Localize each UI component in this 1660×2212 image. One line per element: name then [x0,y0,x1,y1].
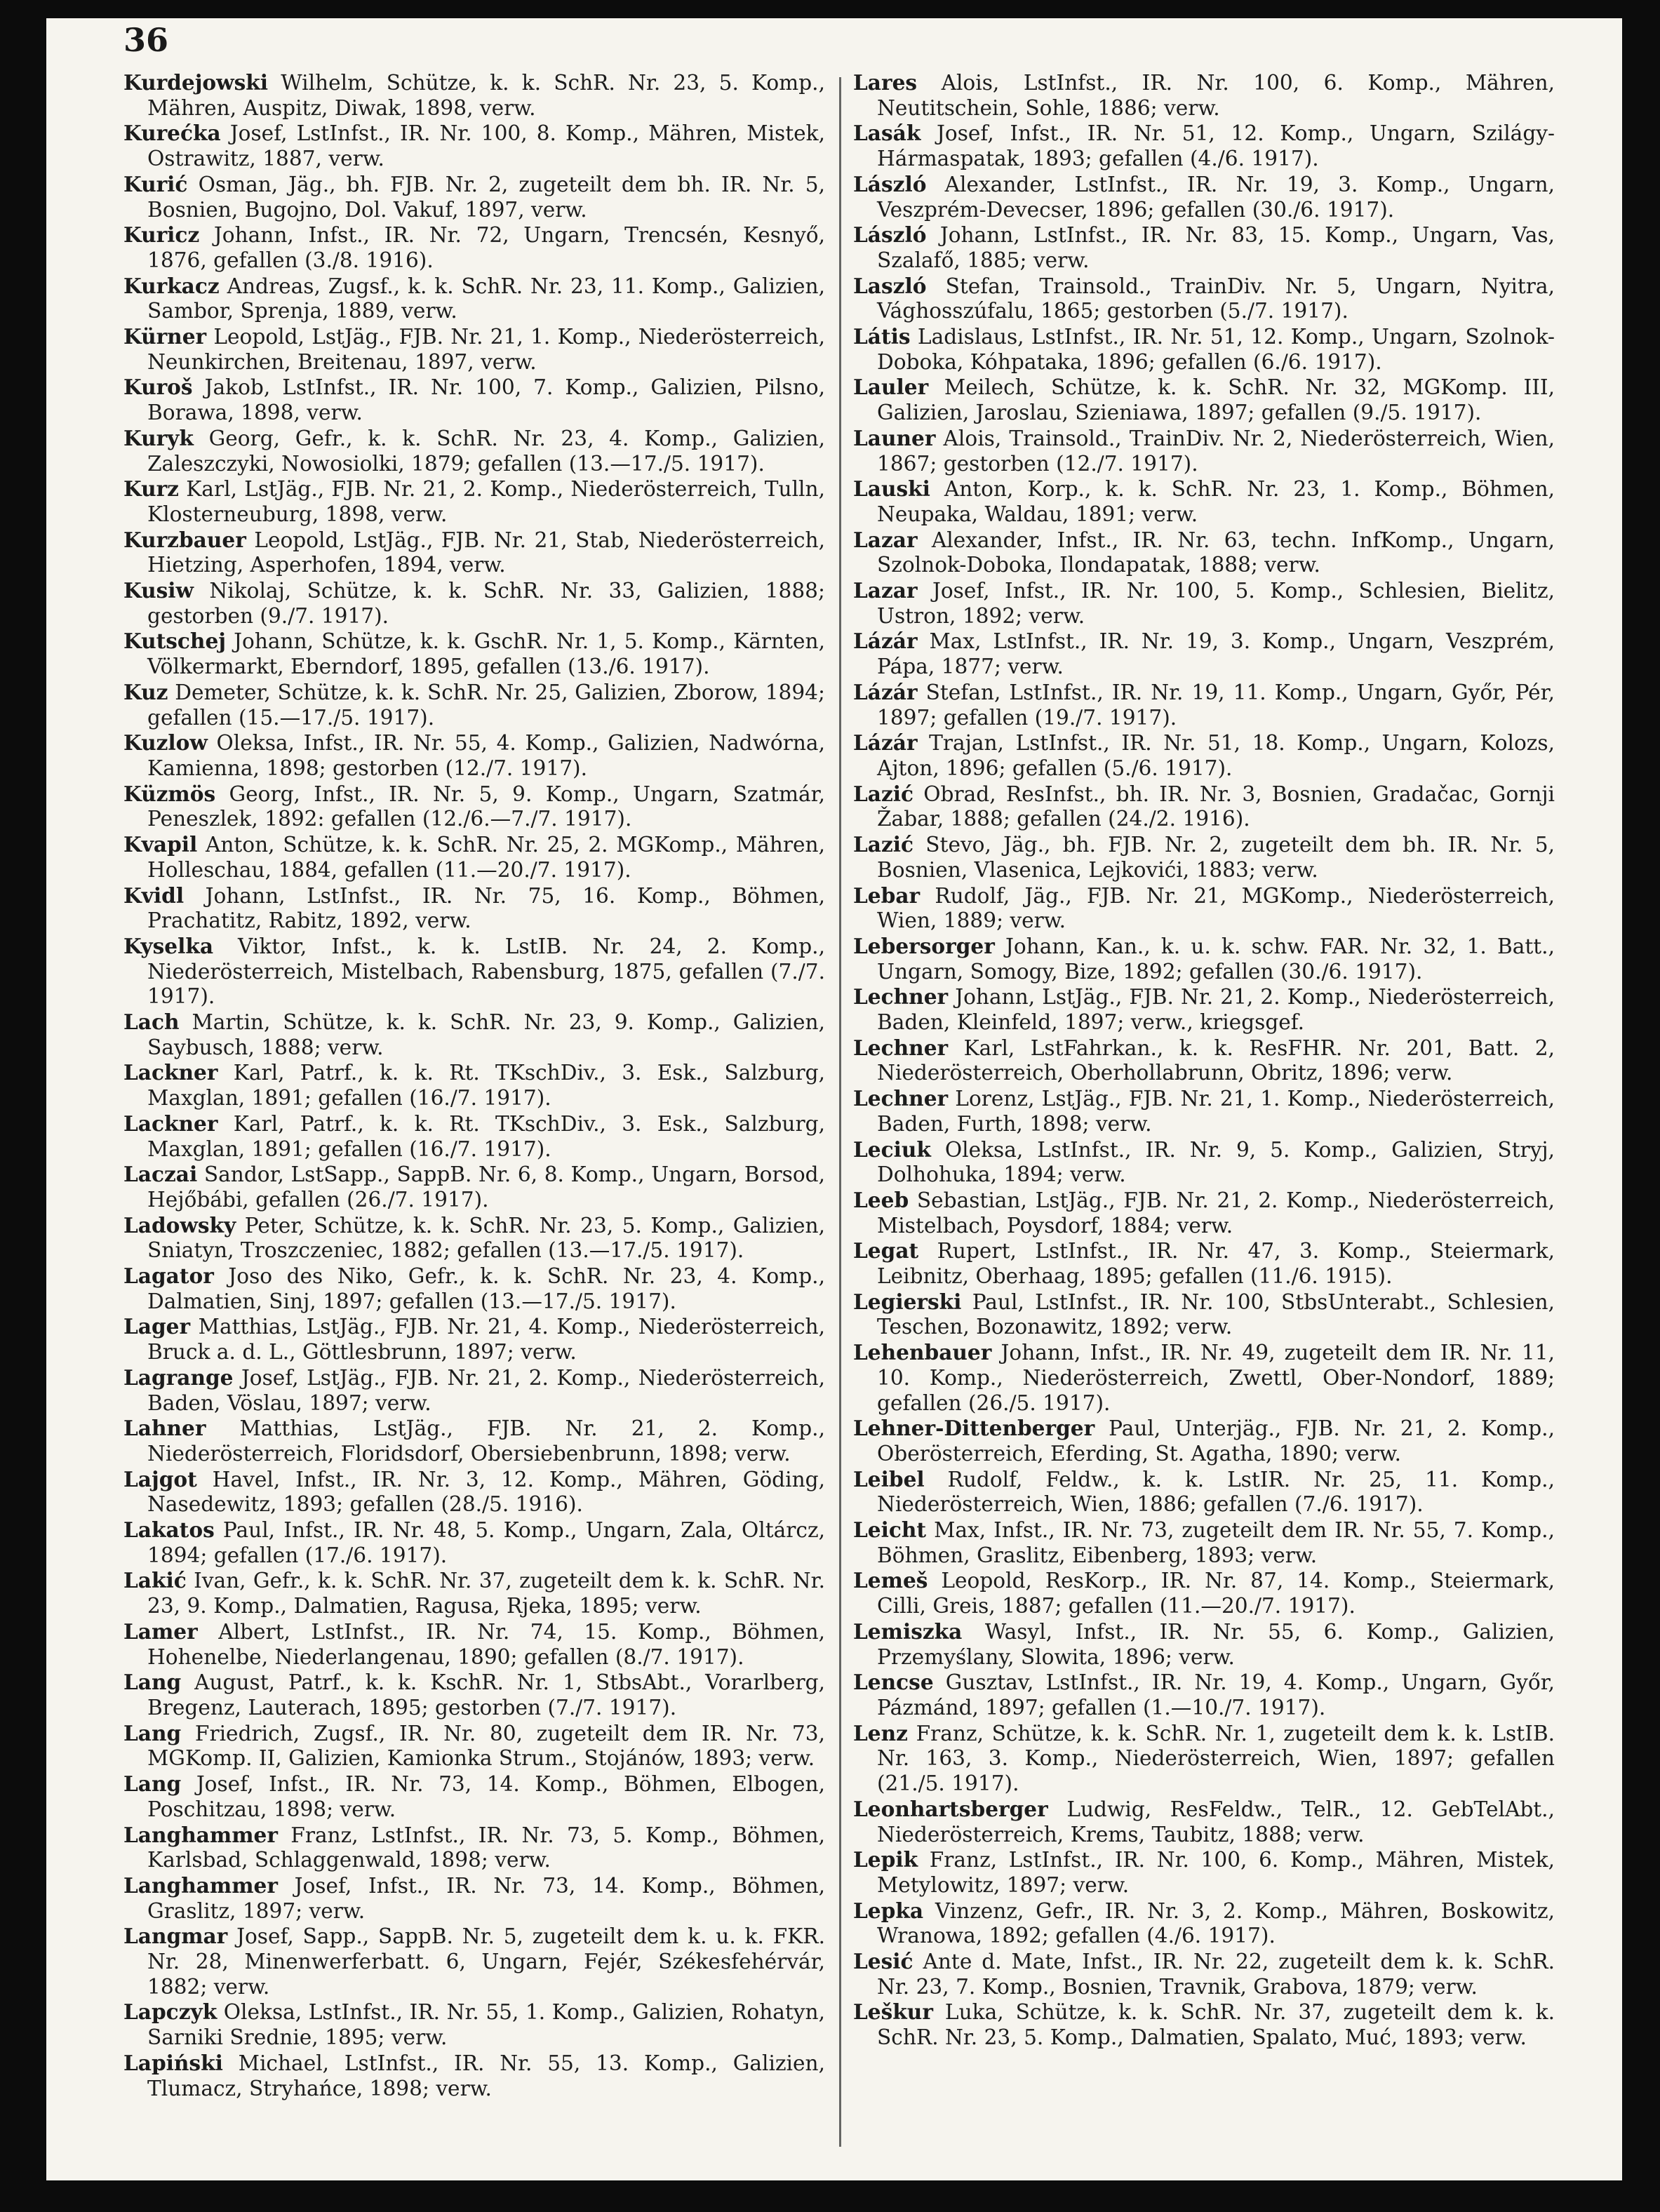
entry-details: Josef, Infst., IR. Nr. 73, 14. Komp., Böhmen, Graslitz, 1897; verw. [147,1873,825,1923]
entry-surname: Kurz [123,476,179,502]
entry-details: Johann, LstInfst., IR. Nr. 75, 16. Komp., Böhmen, Prachatitz, Rabitz, 1892, verw. [147,883,825,933]
entry-surname: Lajgot [123,1466,197,1492]
casualty-entry [123,1467,825,1517]
entry-details: Matthias, LstJäg., FJB. Nr. 21, 4. Komp., Niederösterreich, Bruck a. d. L., Göttlesbrunn, 1897; verw. [147,1315,825,1365]
casualty-entry [123,680,825,730]
entry-surname: Kusiw [123,578,194,603]
casualty-entry [123,832,825,883]
entry-details: Johann, Kan., k. u. k. schw. FAR. Nr. 32, 1. Batt., Ungarn, Somogy, Bize, 1892; gefallen (30./6. 1917). [877,934,1555,984]
entry-details: Josef, LstInfst., IR. Nr. 100, 8. Komp., Mähren, Mistek, Ostrawitz, 1887, verw. [147,121,825,171]
casualty-entry [853,883,1555,934]
entry-details: Viktor, Infst., k. k. LstIB. Nr. 24, 2. Komp., Niederösterreich, Mistelbach, Rabensburg, 1875, gefallen (7./7. 1917). [147,934,825,1009]
entry-surname: Kutschej [123,629,226,654]
casualty-entry [853,1188,1555,1238]
page-number: 36 [123,21,169,59]
entry-details: Nikolaj, Schütze, k. k. SchR. Nr. 33, Galizien, 1888; gestorben (9./7. 1917). [147,579,825,628]
entry-details: Friedrich, Zugsf., IR. Nr. 80, zugeteilt dem IR. Nr. 73, MGKomp. II, Galizien, Kamionka Strum., Stojánów, 1893; verw. [147,1721,825,1771]
entry-details: Leopold, ResKorp., IR. Nr. 87, 14. Komp., Steiermark, Cilli, Greis, 1887; gefallen (11.—20./7. 1917). [877,1569,1555,1618]
entry-surname: Lázár [853,730,918,756]
entry-details: Anton, Schütze, k. k. SchR. Nr. 25, 2. MGKomp., Mähren, Holleschau, 1884, gefallen (11.—20./7. 1917). [147,833,825,882]
entry-surname: Kurkacz [123,273,220,298]
entry-surname: Kuzlow [123,730,208,756]
entry-surname: László [853,171,927,196]
entry-surname: Leonhartsberger [853,1796,1048,1821]
entry-surname: Lechner [853,984,949,1010]
casualty-entry [853,1847,1555,1898]
entry-details: Ludwig, ResFeldw., TelR., 12. GebTelAbt., Niederösterreich, Krems, Taubitz, 1888; verw. [877,1797,1555,1846]
right-column [853,70,1555,2051]
entry-details: Andreas, Zugsf., k. k. SchR. Nr. 23, 11. Komp., Galizien, Sambor, Sprenja, 1889, verw. [147,274,825,323]
casualty-entry [853,1898,1555,1949]
entry-surname: Lazić [853,832,914,857]
entry-details: Max, Infst., IR. Nr. 73, zugeteilt dem IR. Nr. 55, 7. Komp., Böhmen, Graslitz, Eibenberg, 1893; verw. [877,1518,1555,1567]
casualty-entry [853,1949,1555,1999]
casualty-entry [123,1314,825,1365]
entry-details: Obrad, ResInfst., bh. IR. Nr. 3, Bosnien, Gradačac, Gornji Žabar, 1888; gefallen (24./2. 1916). [877,782,1555,831]
casualty-entry [853,324,1555,375]
casualty-entry [853,1086,1555,1137]
entry-surname: Legat [853,1238,919,1263]
entry-details: Franz, Schütze, k. k. SchR. Nr. 1, zugeteilt dem k. k. LstIB. Nr. 163, 3. Komp., Niederösterreich, Wien, 1897; gefallen (21./5. 1917). [877,1721,1555,1796]
entry-surname: Lepik [853,1847,918,1872]
entry-surname: Lakatos [123,1517,215,1543]
casualty-entry [853,222,1555,273]
entry-surname: Leciuk [853,1137,931,1162]
casualty-entry [853,1619,1555,1670]
entry-surname: Lang [123,1771,182,1797]
entry-details: Oleksa, LstInfst., IR. Nr. 9, 5. Komp., Galizien, Stryj, Dolhohuka, 1894; verw. [877,1137,1555,1187]
casualty-entry [853,476,1555,527]
entry-details: Alois, Trainsold., TrainDiv. Nr. 2, Niederösterreich, Wien, 1867; gestorben (12./7. 1917). [877,426,1555,476]
casualty-entry [123,730,825,781]
casualty-entry [123,1162,825,1212]
entry-surname: Kuroš [123,375,193,400]
entry-details: Albert, LstInfst., IR. Nr. 74, 15. Komp., Böhmen, Hohenelbe, Niederlangenau, 1890; gefallen (8./7. 1917). [147,1619,825,1669]
casualty-entry [123,375,825,425]
entry-details: Vinzenz, Gefr., IR. Nr. 3, 2. Komp., Mähren, Boskowitz, Wranowa, 1892; gefallen (4./6. 1917). [877,1898,1555,1948]
casualty-entry [123,426,825,476]
casualty-entry [123,1999,825,2050]
entry-details: Sandor, LstSapp., SappB. Nr. 6, 8. Komp., Ungarn, Borsod, Hejőbábi, gefallen (26./7. 1917). [147,1162,825,1212]
entry-surname: Lang [123,1720,182,1745]
entry-details: Rudolf, Feldw., k. k. LstIR. Nr. 25, 11. Komp., Niederösterreich, Wien, 1886; gefallen (7./6. 1917). [877,1467,1555,1517]
entry-surname: László [853,222,927,248]
entry-surname: Lechner [853,1086,949,1111]
entry-surname: Lauler [853,375,929,400]
entry-surname: Legierski [853,1289,962,1314]
entry-surname: Lehner-Dittenberger [853,1416,1095,1441]
entry-details: Demeter, Schütze, k. k. SchR. Nr. 25, Galizien, Zborow, 1894; gefallen (15.—17./5. 1917). [147,680,825,730]
casualty-entry [853,528,1555,578]
left-column [123,70,825,2101]
entry-surname: Lakić [123,1568,187,1593]
casualty-entry [123,1060,825,1111]
casualty-entry [123,1568,825,1618]
casualty-entry [123,1771,825,1822]
casualty-entry [853,578,1555,629]
casualty-entry [853,1670,1555,1720]
entry-details: Georg, Gefr., k. k. SchR. Nr. 23, 4. Komp., Galizien, Zaleszczyki, Nowosiolki, 1879; gefallen (13.—17./5. 1917). [147,426,825,476]
entry-details: Franz, LstInfst., IR. Nr. 73, 5. Komp., Böhmen, Karlsbad, Schlaggenwald, 1898; verw. [147,1823,825,1872]
casualty-entry [853,680,1555,730]
entry-surname: Launer [853,425,936,450]
entry-details: Luka, Schütze, k. k. SchR. Nr. 37, zugeteilt dem k. k. SchR. Nr. 23, 5. Komp., Dalmatien, Spalato, Muć, 1893; verw. [877,2000,1555,2050]
entry-details: Paul, Unterjäg., FJB. Nr. 21, 2. Komp., Oberösterreich, Eferding, St. Agatha, 1890; verw. [877,1416,1555,1466]
entry-surname: Langhammer [123,1872,278,1898]
entry-surname: Ladowsky [123,1212,236,1238]
casualty-entry [123,1517,825,1568]
entry-details: Josef, Infst., IR. Nr. 51, 12. Komp., Ungarn, Szilágy-Hármaspatak, 1893; gefallen (4./6. 1917). [877,121,1555,171]
entry-surname: Leškur [853,1999,933,2025]
casualty-entry [123,222,825,273]
entry-details: Stefan, Trainsold., TrainDiv. Nr. 5, Ungarn, Nyitra, Vághosszúfalu, 1865; gestorben (5./7. 1917). [877,274,1555,323]
casualty-entry [853,1416,1555,1466]
entry-details: Karl, Patrf., k. k. Rt. TKschDiv., 3. Esk., Salzburg, Maxglan, 1891; gefallen (16./7. 1917). [147,1061,825,1111]
entry-details: Rudolf, Jäg., FJB. Nr. 21, MGKomp., Niederösterreich, Wien, 1889; verw. [877,883,1555,933]
casualty-entry [853,274,1555,324]
entry-details: Michael, LstInfst., IR. Nr. 55, 13. Komp., Galizien, Tlumacz, Stryhańce, 1898; verw. [147,2051,825,2100]
entry-surname: Lebar [853,883,921,908]
entry-surname: Lares [853,70,918,95]
entry-surname: Kurzbauer [123,527,246,552]
entry-surname: Lazar [853,578,918,603]
casualty-entry [123,1365,825,1416]
entry-details: Ivan, Gefr., k. k. SchR. Nr. 37, zugeteilt dem k. k. SchR. Nr. 23, 9. Komp., Dalmatien, Ragusa, Rjeka, 1895; verw. [147,1569,825,1618]
entry-surname: Kvidl [123,883,185,908]
entry-details: Meilech, Schütze, k. k. SchR. Nr. 32, MGKomp. III, Galizien, Jaroslau, Szieniawa, 1897; gefallen (9./5. 1917). [877,375,1555,425]
casualty-entry [123,883,825,934]
entry-details: Ante d. Mate, Infst., IR. Nr. 22, zugeteilt dem k. k. SchR. Nr. 23, 7. Komp., Bosnien, Travnik, Grabova, 1879; verw. [877,1950,1555,1999]
entry-details: Johann, Schütze, k. k. GschR. Nr. 1, 5. Komp., Kärnten, Völkermarkt, Eberndorf, 1895, gefallen (13./6. 1917). [147,629,825,679]
casualty-entry [123,274,825,324]
entry-surname: Kuricz [123,222,200,248]
entry-details: Johann, LstInfst., IR. Nr. 83, 15. Komp., Ungarn, Vas, Szalafő, 1885; verw. [877,223,1555,272]
casualty-entry [853,1797,1555,1847]
casualty-entry [853,1467,1555,1517]
entry-details: Georg, Infst., IR. Nr. 5, 9. Komp., Ungarn, Szatmár, Peneszlek, 1892: gefallen (12./6.—7./7. 1917). [147,782,825,831]
entry-surname: Kurećka [123,121,221,146]
entry-details: Martin, Schütze, k. k. SchR. Nr. 23, 9. Komp., Galizien, Saybusch, 1888; verw. [147,1010,825,1059]
casualty-entry [123,1823,825,1873]
entry-details: Sebastian, LstJäg., FJB. Nr. 21, 2. Komp., Niederösterreich, Mistelbach, Poysdorf, 1884; verw. [877,1188,1555,1238]
entry-details: Osman, Jäg., bh. FJB. Nr. 2, zugeteilt dem bh. IR. Nr. 5, Bosnien, Bugojno, Dol. Vakuf, 1897, verw. [147,172,825,222]
casualty-entry [853,70,1555,121]
entry-details: Havel, Infst., IR. Nr. 3, 12. Komp., Mähren, Göding, Nasedewitz, 1893; gefallen (28./5. 1916). [147,1467,825,1517]
entry-surname: Lauski [853,476,930,502]
entry-details: Anton, Korp., k. k. SchR. Nr. 23, 1. Komp., Böhmen, Neupaka, Waldau, 1891; verw. [877,477,1555,526]
casualty-entry [853,172,1555,222]
entry-details: Gusztav, LstInfst., IR. Nr. 19, 4. Komp., Ungarn, Győr, Pázmánd, 1897; gefallen (1.—10./7. 1917). [877,1670,1555,1720]
entry-surname: Laczai [123,1162,198,1187]
entry-surname: Lázár [853,679,918,704]
entry-details: Leopold, LstJäg., FJB. Nr. 21, Stab, Niederösterreich, Hietzing, Asperhofen, 1894, verw. [147,528,825,577]
entry-surname: Langmar [123,1924,228,1949]
entry-surname: Lackner [123,1060,218,1085]
entry-surname: Lepka [853,1898,924,1923]
entry-surname: Lencse [853,1670,934,1695]
casualty-entry [853,1035,1555,1086]
casualty-entry [123,121,825,171]
entry-surname: Lehenbauer [853,1340,992,1365]
entry-surname: Lagrange [123,1365,234,1390]
entry-details: Alois, LstInfst., IR. Nr. 100, 6. Komp., Mähren, Neutitschein, Sohle, 1886; verw. [877,71,1555,120]
entry-surname: Lapiński [123,2050,223,2075]
entry-surname: Lager [123,1314,191,1339]
entry-details: Alexander, LstInfst., IR. Nr. 19, 3. Komp., Ungarn, Veszprém-Devecser, 1896; gefallen (30./6. 1917). [877,172,1555,222]
casualty-entry [123,1873,825,1924]
casualty-entry [123,782,825,832]
entry-details: Karl, LstJäg., FJB. Nr. 21, 2. Komp., Niederösterreich, Tulln, Klosterneuburg, 1898, verw. [147,477,825,526]
entry-surname: Kuz [123,679,168,704]
casualty-entry [123,528,825,578]
entry-surname: Kyselka [123,933,213,958]
entry-details: Stefan, LstInfst., IR. Nr. 19, 11. Komp., Ungarn, Győr, Pér, 1897; gefallen (19./7. 1917). [877,680,1555,730]
casualty-entry [853,1340,1555,1416]
entry-details: Jakob, LstInfst., IR. Nr. 100, 7. Komp., Galizien, Pilsno, Borawa, 1898, verw. [147,375,825,425]
column-divider [839,77,841,2147]
entry-details: Paul, LstInfst., IR. Nr. 100, StbsUnterabt., Schlesien, Teschen, Bozonawitz, 1892; verw. [877,1289,1555,1339]
entry-details: Josef, Infst., IR. Nr. 73, 14. Komp., Böhmen, Elbogen, Poschitzau, 1898; verw. [147,1772,825,1821]
entry-surname: Lazić [853,781,914,806]
entry-details: Johann, Infst., IR. Nr. 72, Ungarn, Trencsén, Kesnyő, 1876, gefallen (3./8. 1916). [147,223,825,272]
entry-details: Matthias, LstJäg., FJB. Nr. 21, 2. Komp., Niederösterreich, Floridsdorf, Obersiebenbrunn, 1898; verw. [147,1416,825,1466]
entry-surname: Lechner [853,1035,949,1060]
entry-surname: Kvapil [123,832,198,857]
entry-details: Wasyl, Infst., IR. Nr. 55, 6. Komp., Galizien, Przemyślany, Slowita, 1896; verw. [877,1619,1555,1669]
casualty-entry [853,984,1555,1035]
entry-details: Karl, Patrf., k. k. Rt. TKschDiv., 3. Esk., Salzburg, Maxglan, 1891; gefallen (16./7. 1917). [147,1111,825,1161]
casualty-entry [123,1924,825,1999]
entry-details: Stevo, Jäg., bh. FJB. Nr. 2, zugeteilt dem bh. IR. Nr. 5, Bosnien, Vlasenica, Lejkovići, 1883; verw. [877,833,1555,882]
casualty-entry [853,375,1555,425]
entry-details: Leopold, LstJäg., FJB. Nr. 21, 1. Komp., Niederösterreich, Neunkirchen, Breitenau, 1897, verw. [147,325,825,374]
entry-surname: Kurdejowski [123,70,269,95]
casualty-entry [853,629,1555,679]
entry-surname: Küzmös [123,781,216,806]
casualty-entry [853,730,1555,781]
entry-surname: Lenz [853,1720,908,1745]
casualty-entry [123,1619,825,1670]
entry-surname: Kurić [123,171,188,196]
entry-surname: Lemiszka [853,1618,963,1644]
casualty-entry [123,1721,825,1771]
casualty-entry [123,172,825,222]
casualty-entry [123,1010,825,1060]
entry-surname: Laszló [853,273,927,298]
entry-surname: Lazar [853,527,918,552]
casualty-entry [853,1137,1555,1188]
entry-surname: Lesić [853,1949,913,1974]
entry-surname: Lamer [123,1618,198,1644]
entry-details: Josef, Sapp., SappB. Nr. 5, zugeteilt dem k. u. k. FKR. Nr. 28, Minenwerferbatt. 6, Ungarn, Fejér, Székesfehérvár, 1882; verw. [147,1924,825,1999]
casualty-entry [853,1721,1555,1797]
entry-surname: Lahner [123,1416,206,1441]
entry-surname: Lackner [123,1111,218,1136]
entry-surname: Leibel [853,1466,925,1492]
entry-details: Franz, LstInfst., IR. Nr. 100, 6. Komp., Mähren, Mistek, Metylowitz, 1897; verw. [877,1848,1555,1897]
entry-details: Trajan, LstInfst., IR. Nr. 51, 18. Komp., Ungarn, Kolozs, Ajton, 1896; gefallen (5./6. 1917). [877,731,1555,780]
casualty-entry [853,1517,1555,1568]
entry-surname: Lázár [853,629,918,654]
casualty-entry [853,832,1555,883]
entry-surname: Kuryk [123,425,194,450]
casualty-entry [853,1999,1555,2050]
entry-details: Peter, Schütze, k. k. SchR. Nr. 23, 5. Komp., Galizien, Sniatyn, Troszczeniec, 1882; gefallen (13.—17./5. 1917). [147,1213,825,1263]
entry-details: Oleksa, LstInfst., IR. Nr. 55, 1. Komp., Galizien, Rohatyn, Sarniki Srednie, 1895; verw. [147,2000,825,2050]
entry-surname: Látis [853,324,911,349]
entry-details: Ladislaus, LstInfst., IR. Nr. 51, 12. Komp., Ungarn, Szolnok-Doboka, Kóhpataka, 1896; gefallen (6./6. 1917). [877,325,1555,374]
entry-details: Josef, LstJäg., FJB. Nr. 21, 2. Komp., Niederösterreich, Baden, Vöslau, 1897; verw. [147,1365,825,1415]
entry-details: Wilhelm, Schütze, k. k. SchR. Nr. 23, 5. Komp., Mähren, Auspitz, Diwak, 1898, verw. [147,71,825,120]
casualty-entry [123,324,825,375]
entry-details: Johann, LstJäg., FJB. Nr. 21, 2. Komp., Niederösterreich, Baden, Kleinfeld, 1897; verw., kriegsgef. [877,985,1555,1035]
casualty-entry [123,1263,825,1314]
casualty-entry [853,1238,1555,1289]
casualty-entry [123,934,825,1010]
casualty-entry [123,1416,825,1466]
casualty-entry [123,1670,825,1720]
casualty-entry [853,121,1555,171]
entry-surname: Lach [123,1010,180,1035]
casualty-entry [123,476,825,527]
entry-details: August, Patrf., k. k. KschR. Nr. 1, StbsAbt., Vorarlberg, Bregenz, Lauterach, 1895; gestorben (7./7. 1917). [147,1670,825,1720]
entry-surname: Lang [123,1670,182,1695]
entry-details: Rupert, LstInfst., IR. Nr. 47, 3. Komp., Steiermark, Leibnitz, Oberhaag, 1895; gefallen (11./6. 1915). [877,1239,1555,1289]
entry-surname: Kürner [123,324,207,349]
entry-surname: Lapczyk [123,1999,217,2025]
entry-surname: Langhammer [123,1822,278,1847]
casualty-entry [123,70,825,121]
casualty-entry [853,934,1555,984]
entry-surname: Lebersorger [853,933,995,958]
casualty-entry [123,629,825,679]
casualty-entry [853,1289,1555,1340]
entry-details: Johann, Infst., IR. Nr. 49, zugeteilt dem IR. Nr. 11, 10. Komp., Niederösterreich, Zwettl, Ober-Nondorf, 1889; gefallen (26./5. 1917). [877,1341,1555,1415]
entry-surname: Leeb [853,1187,909,1212]
entry-surname: Lemeš [853,1568,928,1593]
casualty-entry [853,1568,1555,1618]
entry-details: Lorenz, LstJäg., FJB. Nr. 21, 1. Komp., Niederösterreich, Baden, Furth, 1898; verw. [877,1087,1555,1136]
casualty-entry [123,2051,825,2101]
casualty-entry [123,1213,825,1263]
casualty-entry [853,426,1555,476]
entry-details: Paul, Infst., IR. Nr. 48, 5. Komp., Ungarn, Zala, Oltárcz, 1894; gefallen (17./6. 1917). [147,1518,825,1567]
entry-details: Joso des Niko, Gefr., k. k. SchR. Nr. 23, 4. Komp., Dalmatien, Sinj, 1897; gefallen (13.—17./5. 1917). [147,1264,825,1313]
entry-details: Oleksa, Infst., IR. Nr. 55, 4. Komp., Galizien, Nadwórna, Kamienna, 1898; gestorben (12./7. 1917). [147,731,825,780]
entry-details: Max, LstInfst., IR. Nr. 19, 3. Komp., Ungarn, Veszprém, Pápa, 1877; verw. [877,629,1555,679]
entry-surname: Leicht [853,1517,927,1543]
entry-details: Josef, Infst., IR. Nr. 100, 5. Komp., Schlesien, Bielitz, Ustron, 1892; verw. [877,579,1555,628]
entry-surname: Lagator [123,1263,214,1289]
casualty-entry [123,578,825,629]
casualty-entry [123,1111,825,1162]
entry-surname: Lasák [853,121,921,146]
casualty-entry [853,782,1555,832]
entry-details: Alexander, Infst., IR. Nr. 63, techn. InfKomp., Ungarn, Szolnok-Doboka, Ilondapatak, 1888; verw. [877,528,1555,577]
entry-details: Karl, LstFahrkan., k. k. ResFHR. Nr. 201, Batt. 2, Niederösterreich, Oberhollabrunn, Obritz, 1896; verw. [877,1035,1555,1085]
